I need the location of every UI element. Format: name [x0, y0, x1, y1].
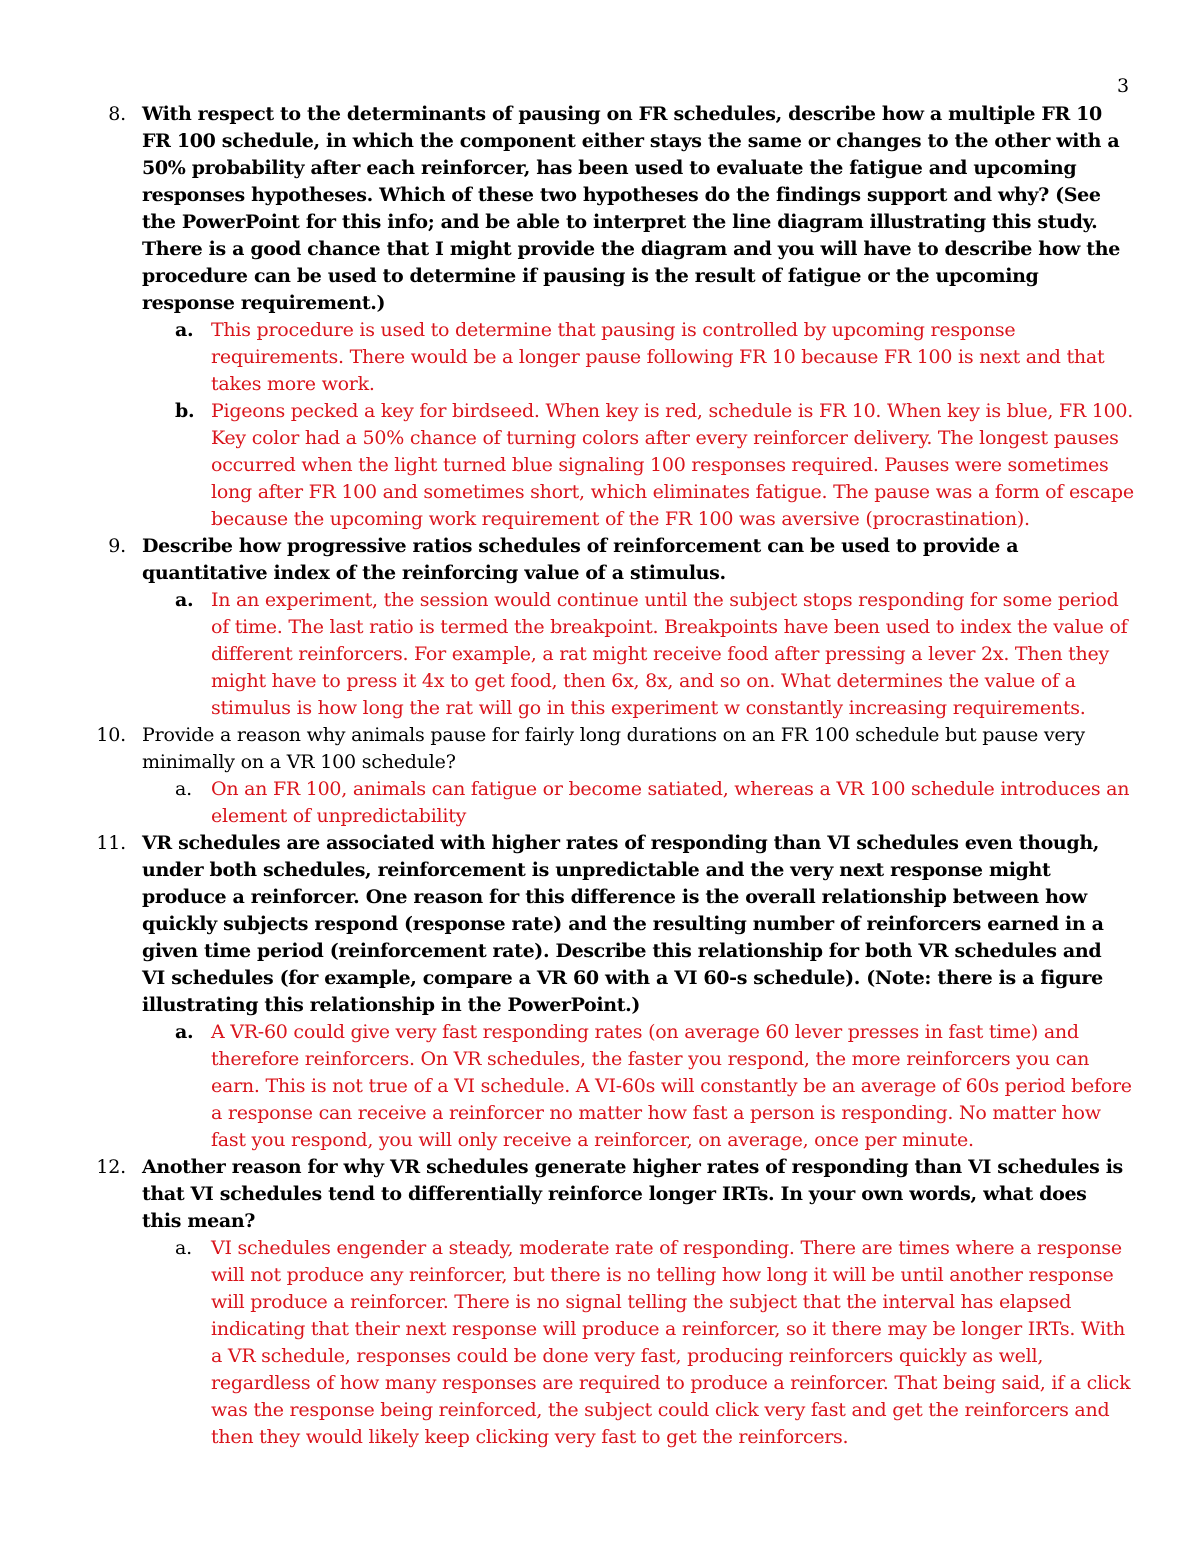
answer-9a: [0, 587, 1141, 722]
answer-text: On an FR 100, animals can fatigue or become satiated, whereas a VR 100 schedule introduces an element of unpredictability: [211, 778, 1130, 827]
question-number: 10.: [96, 724, 126, 746]
question-number: 9.: [108, 535, 126, 557]
answer-text: Pigeons pecked a key for birdseed. When key is red, schedule is FR 10. When key is blue, FR 100. Key color had a 50% chance of turning colors after every reinforcer delivery. The longest pauses occurred when the light turned blue signaling 100 responses required. Pauses were sometimes long after FR 100 and sometimes short, which eliminates fatigue. The pause was a form of escape because the upcoming work requirement of the FR 100 was aversive (procrastination).: [211, 400, 1134, 530]
answer-text: This procedure is used to determine that pausing is controlled by upcoming response requirements. There would be a longer pause following FR 10 because FR 100 is next and that takes more work.: [211, 319, 1105, 395]
question-number: 12.: [96, 1156, 126, 1178]
answer-10a: [0, 776, 1141, 830]
answer-text: A VR-60 could give very fast responding rates (on average 60 lever presses in fast time) and therefore reinforcers. On VR schedules, the faster you respond, the more reinforcers you can earn. This is not true of a VI schedule. A VI-60s will constantly be an average of 60s period before a response can receive a reinforcer no matter how fast a person is responding. No matter how fast you respond, you will only receive a reinforcer, on average, once per minute.: [211, 1021, 1132, 1151]
question-text: VR schedules are associated with higher rates of responding than VI schedules even though, under both schedules, reinforcement is unpredictable and the very next response might produce a reinforcer. One reason for this difference is the overall relationship between how quickly subjects respond (response rate) and the resulting number of reinforcers earned in a given time period (reinforcement rate). Describe this relationship for both VR schedules and VI schedules (for example, compare a VR 60 with a VI 60-s schedule). (Note: there is a figure illustrating this relationship in the PowerPoint.): [142, 832, 1104, 1016]
question-number: 8.: [108, 103, 126, 125]
answer-text: VI schedules engender a steady, moderate rate of responding. There are times where a response will not produce any reinforcer, but there is no telling how long it will be until another response will produce a reinforcer. There is no signal telling the subject that the interval has elapsed indicating that their next response will produce a reinforcer, so it there may be longer IRTs. With a VR schedule, responses could be done very fast, producing reinforcers quickly as well, regardless of how many responses are required to produce a reinforcer. That being said, if a click was the response being reinforced, the subject could click very fast and get the reinforcers and then they would likely keep clicking very fast to get the reinforcers.: [211, 1237, 1131, 1448]
answer-letter: a.: [175, 1237, 192, 1259]
answer-letter: a.: [175, 1021, 194, 1043]
answer-letter: a.: [175, 319, 194, 341]
answer-letter: a.: [175, 778, 192, 800]
answer-11a: [0, 1019, 1141, 1154]
question-list: [0, 101, 1200, 1451]
answer-8b: [0, 398, 1141, 533]
question-11: [0, 830, 1127, 1019]
answer-12a: [0, 1235, 1141, 1451]
question-number: 11.: [96, 832, 126, 854]
question-9: [0, 533, 1127, 587]
question-text: Describe how progressive ratios schedules of reinforcement can be used to provide a quantitative index of the reinforcing value of a stimulus.: [142, 535, 1019, 584]
answer-8a: [0, 317, 1141, 398]
question-text: Provide a reason why animals pause for fairly long durations on an FR 100 schedule but pause very minimally on a VR 100 schedule?: [142, 724, 1085, 773]
question-text: Another reason for why VR schedules generate higher rates of responding than VI schedules is that VI schedules tend to differentially reinforce longer IRTs. In your own words, what does this mean?: [142, 1156, 1123, 1232]
page-number: 3: [1117, 75, 1130, 97]
answer-text: In an experiment, the session would continue until the subject stops responding for some period of time. The last ratio is termed the breakpoint. Breakpoints have been used to index the value of different reinforcers. For example, a rat might receive food after pressing a lever 2x. Then they might have to press it 4x to get food, then 6x, 8x, and so on. What determines the value of a stimulus is how long the rat will go in this experiment w constantly increasing requirements.: [211, 589, 1128, 719]
question-8: [0, 101, 1127, 317]
question-text: With respect to the determinants of pausing on FR schedules, describe how a multiple FR 10 FR 100 schedule, in which the component either stays the same or changes to the other with a 50% probability after each reinforcer, has been used to evaluate the fatigue and upcoming responses hypotheses. Which of these two hypotheses do the findings support and why? (See the PowerPoint for this info; and be able to interpret the line diagram illustrating this study. There is a good chance that I might provide the diagram and you will have to describe how the procedure can be used to determine if pausing is the result of fatigue or the upcoming response requirement.): [142, 103, 1120, 314]
question-10: [0, 722, 1127, 776]
question-12: [0, 1154, 1127, 1235]
answer-letter: b.: [175, 400, 195, 422]
answer-letter: a.: [175, 589, 194, 611]
